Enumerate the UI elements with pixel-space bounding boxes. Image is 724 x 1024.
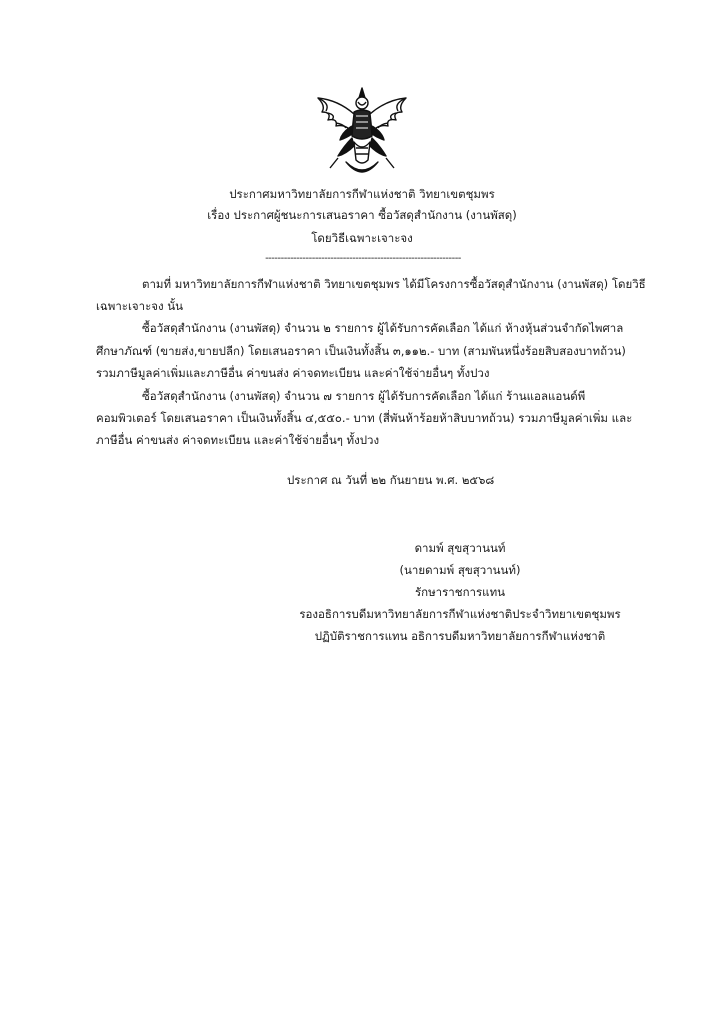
paragraph3-line3: ภาษีอื่น ค่าขนส่ง ค่าจดทะเบียน และค่าใช้จ่ายอื่นๆ ทั้งปวง bbox=[96, 433, 380, 447]
paragraph3-line1: ซื้อวัสดุสำนักงาน (งานพัสดุ) จำนวน ๗ รายการ ผู้ได้รับการคัดเลือก ได้แก่ ร้านแอลแอนด์พี bbox=[142, 389, 586, 403]
paragraph2-line3: รวมภาษีมูลค่าเพิ่มและภาษีอื่น ค่าขนส่ง ค่าจดทะเบียน และค่าใช้จ่ายอื่นๆ ทั้งปวง bbox=[96, 366, 490, 380]
paragraph2-line1: ซื้อวัสดุสำนักงาน (งานพัสดุ) จำนวน ๒ รายการ ผู้ได้รับการคัดเลือก ได้แก่ ห้างหุ้นส่วนจำกัดไพศาล bbox=[142, 321, 624, 335]
paragraph2-line2: ศึกษาภัณฑ์ (ขายส่ง,ขายปลีก) โดยเสนอราคา เป็นเงินทั้งสิ้น ๓,๑๑๒.- บาท (สามพันหนึ่งร้อยสิบสองบาทถ้วน) bbox=[96, 344, 626, 358]
announcement-method: โดยวิธีเฉพาะเจาะจง bbox=[311, 231, 413, 245]
signatory-printed-name: (นายดามพ์ สุขสุวานนท์) bbox=[399, 563, 521, 577]
announcement-heading: ประกาศมหาวิทยาลัยการกีฬาแห่งชาติ วิทยาเขตชุมพร bbox=[229, 187, 495, 201]
paragraph1-line1: ตามที่ มหาวิทยาลัยการกีฬาแห่งชาติ วิทยาเขตชุมพร ได้มีโครงการซื้อวัสดุสำนักงาน (งานพัสดุ) โดยวิธี bbox=[142, 277, 646, 291]
signatory-title: รองอธิการบดีมหาวิทยาลัยการกีฬาแห่งชาติประจำวิทยาเขตชุมพร bbox=[299, 607, 621, 621]
garuda-emblem-icon bbox=[308, 86, 416, 182]
paragraph3-line2: คอมพิวเตอร์ โดยเสนอราคา เป็นเงินทั้งสิ้น ๔,๕๕๐.- บาท (สี่พันห้าร้อยห้าสิบบาทถ้วน) รวมภาษีมูลค่าเพิ่ม และ bbox=[96, 411, 633, 425]
announcement-subject: เรื่อง ประกาศผู้ชนะการเสนอราคา ซื้อวัสดุสำนักงาน (งานพัสดุ) bbox=[207, 208, 517, 222]
paragraph1-line2: เฉพาะเจาะจง นั้น bbox=[96, 299, 184, 313]
signatory-title-acting: ปฏิบัติราชการแทน อธิการบดีมหาวิทยาลัยการกีฬาแห่งชาติ bbox=[314, 629, 606, 643]
signatory-acting: รักษาราชการแทน bbox=[414, 585, 506, 599]
dashed-divider: --------------------------------------------------------------- bbox=[265, 253, 461, 264]
signature-name: ดามพ์ สุขสุวานนท์ bbox=[414, 541, 506, 555]
announcement-date: ประกาศ ณ วันที่ ๒๒ กันยายน พ.ศ. ๒๕๖๘ bbox=[287, 473, 495, 487]
